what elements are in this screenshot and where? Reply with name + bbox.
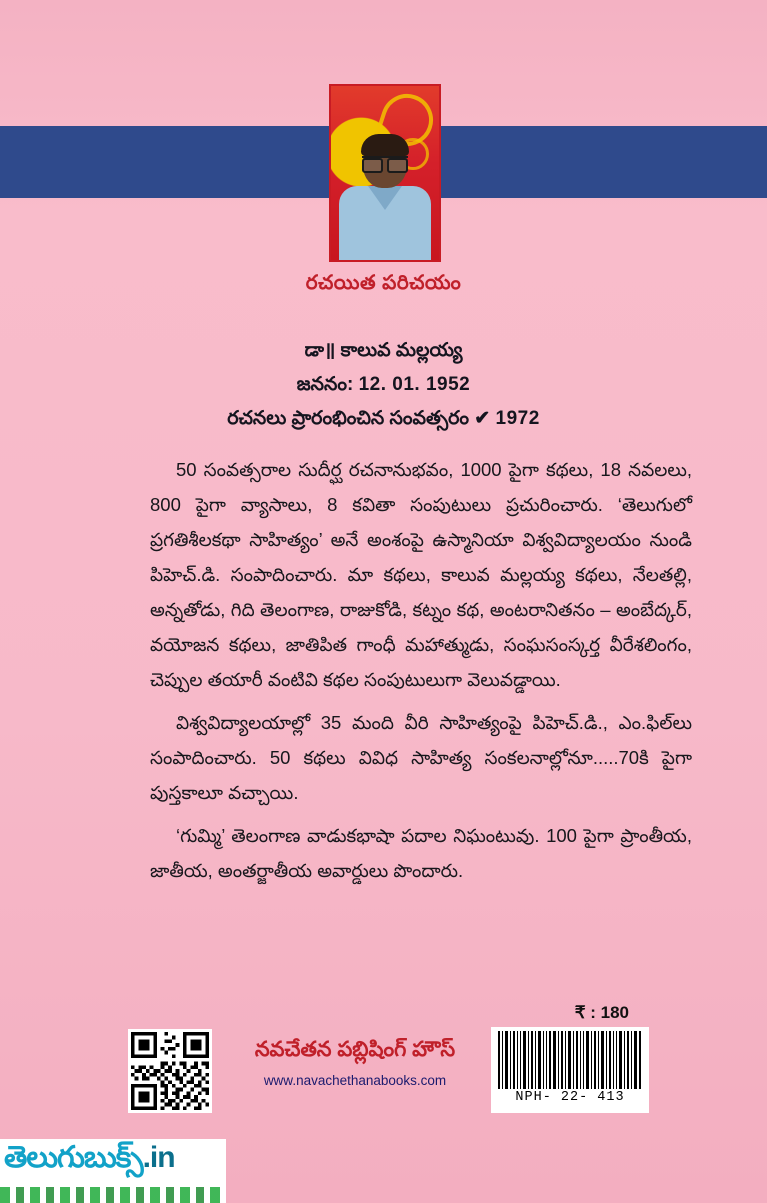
writing-start-value: 1972 xyxy=(495,408,540,429)
author-shirt xyxy=(339,186,431,260)
author-birth-line xyxy=(150,368,617,402)
writing-start-line xyxy=(150,402,617,436)
biography-paragraph-3: ‘గుమ్మి’ తెలంగాణ వాడుకభాషా పదాల నిఘంటువు. 100 పైగా ప్రాంతీయ, జాతీయ, అంతర్జాతీయ అవార్డులు పొందారు. xyxy=(150,825,692,881)
glasses-icon xyxy=(362,156,408,170)
publisher-website[interactable]: www.navachethanabooks.com xyxy=(263,1073,447,1088)
author-collar xyxy=(368,186,402,210)
author-portrait-figure xyxy=(337,132,433,260)
barcode-number: NPH- 22- 413 xyxy=(515,1090,625,1105)
publisher-info xyxy=(222,1037,488,1088)
barcode xyxy=(491,1027,649,1113)
author-biography xyxy=(150,452,692,896)
birth-value: 12. 01. 1952 xyxy=(358,374,471,395)
watermark-stripe xyxy=(0,1187,226,1203)
publisher-name: నవచేతన పబ్లిషింగ్ హౌస్ xyxy=(254,1038,456,1061)
biography-paragraph-2: విశ్వవిద్యాలయాల్లో 35 మంది వీరి సాహిత్యంపై పిహెచ్.డి., ఎం.ఫిల్‌లు సంపాదించారు. 50 కథలు వివిధ సాహిత్య సంకలనాల్లోనూ.....70కి పైగా పుస్తకాలూ వచ్చాయి. xyxy=(150,712,692,803)
watermark-main: తెలుగుబుక్స్ xyxy=(4,1141,143,1174)
cover-footer xyxy=(0,1003,767,1127)
biography-paragraph-1: 50 సంవత్సరాల సుదీర్ఘ రచనానుభవం, 1000 పైగా కథలు, 18 నవలలు, 800 పైగా వ్యాసాలు, 8 కవితా సంపుటులు ప్రచురించారు. ‘తెలుగులో ప్రగతిశీలకథా సాహిత్యం’ అనే అంశంపై ఉస్మానియా విశ్వవిద్యాలయం నుండి పిహెచ్.డి. సంపాదించారు. మా కథలు, కాలువ మల్లయ్య కథలు, నేలతల్లి, అన్నతోడు, గిది తెలంగాణ, రాజుకోడి, కట్నం కథ, అంటరానితనం – అంబేద్కర్, వయోజన కథలు, జాతిపిత గాంధీ మహాత్ముడు, సంఘసంస్కర్త వీరేశలింగం, చెప్పుల తయారీ వంటివి కథల సంపుటులుగా వెలువడ్డాయి. xyxy=(150,459,692,690)
author-details xyxy=(150,334,617,436)
price-label: ₹ : 180 xyxy=(574,1003,629,1022)
photo-caption: రచయిత పరిచయం xyxy=(305,272,462,294)
author-name: డా॥ కాలువ మల్లయ్య xyxy=(304,340,463,361)
arrow-icon: ✔ xyxy=(474,408,491,429)
writing-start-label: రచనలు ప్రారంభించిన సంవత్సరం xyxy=(227,408,470,429)
qr-code-icon xyxy=(128,1029,212,1113)
site-watermark xyxy=(0,1139,226,1203)
author-hair xyxy=(361,134,409,156)
birth-label: జననం: xyxy=(296,374,354,395)
author-photo xyxy=(329,84,441,262)
watermark-text xyxy=(4,1141,175,1182)
watermark-suffix: .in xyxy=(142,1141,175,1174)
